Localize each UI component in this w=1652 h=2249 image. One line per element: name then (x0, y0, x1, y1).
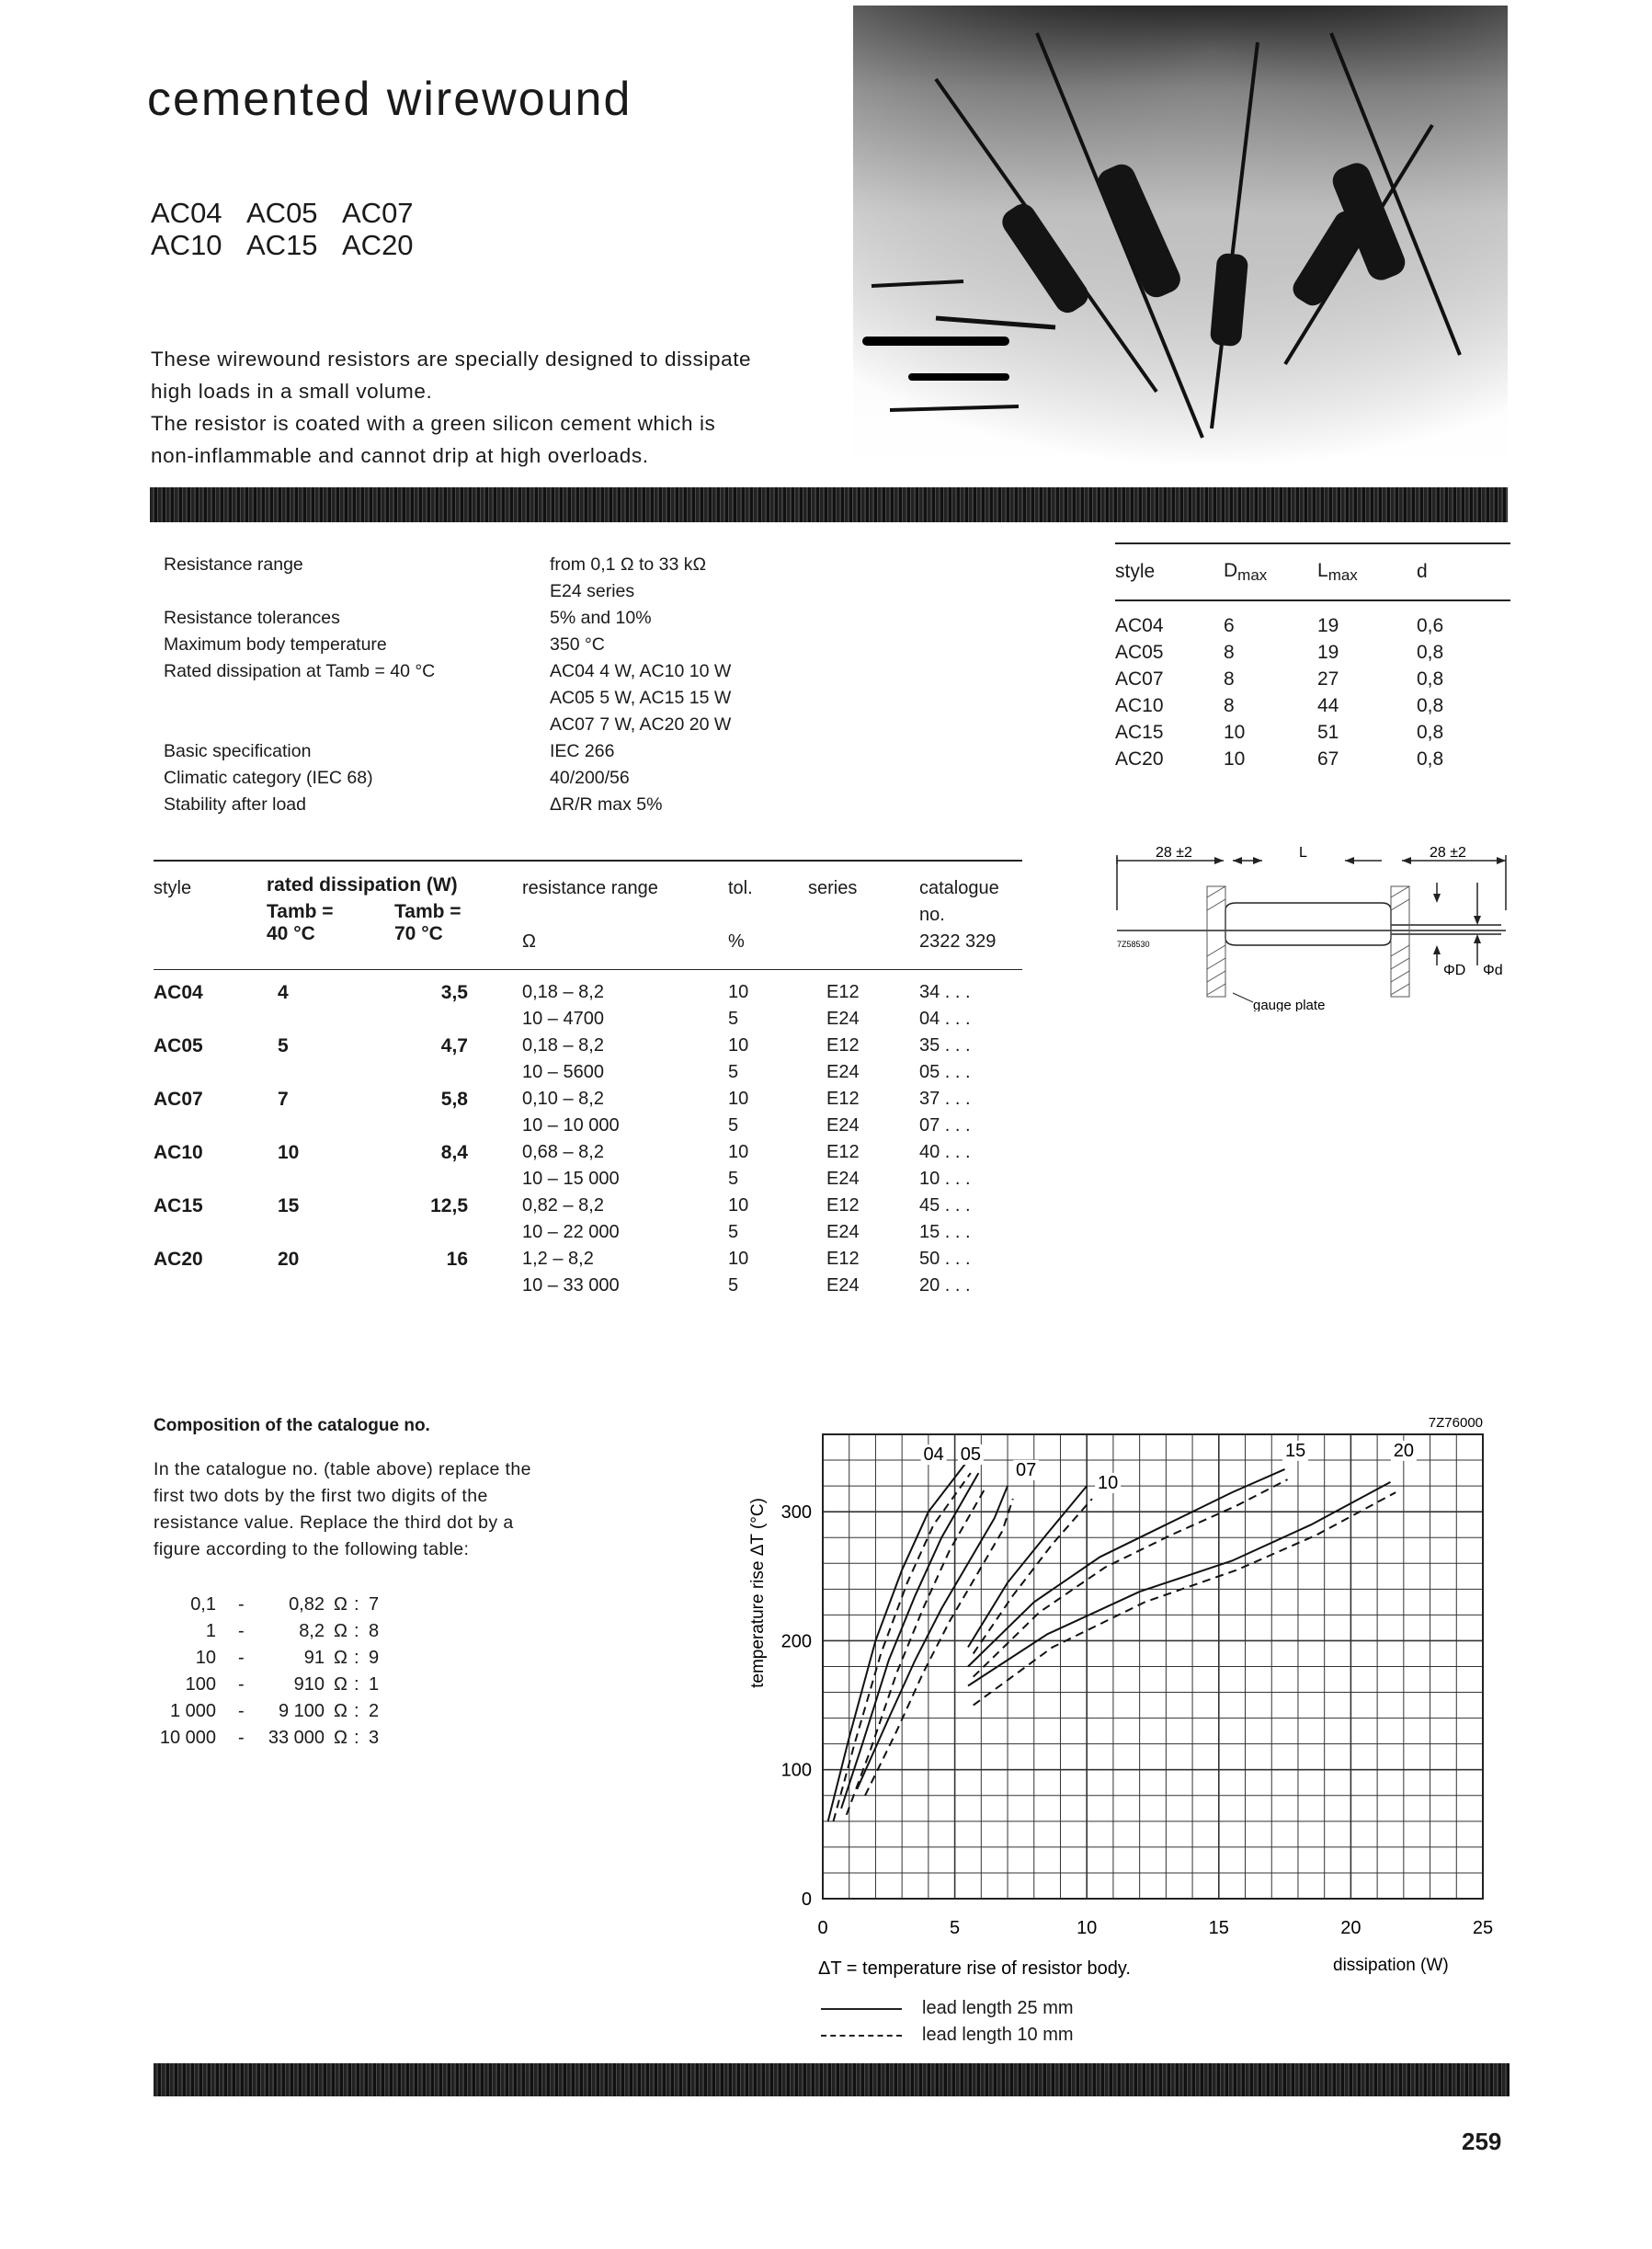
table-cell: 19 (1317, 641, 1339, 663)
table-cell: 8 (1224, 641, 1235, 663)
range-cell: 10 – 5600 (522, 1062, 604, 1082)
p40-cell: 20 (278, 1249, 300, 1270)
code-from: 100 (185, 1674, 216, 1695)
catalogue-cell: 10 . . . (919, 1169, 971, 1189)
spec-list (164, 552, 731, 818)
phi-d-body-label: ΦD (1443, 963, 1466, 978)
table-body (154, 970, 1022, 1299)
spec-row (164, 658, 731, 738)
catalogue-cell: 45 . . . (919, 1195, 971, 1216)
composition-line: first two dots by the first two digits of the (154, 1486, 488, 1506)
col-catalogue-prefix: 2322 329 (919, 931, 997, 952)
series-cell: E24 (826, 1169, 860, 1189)
p70-cell: 3,5 (440, 982, 468, 1003)
code-dash: - (238, 1674, 245, 1695)
table-cell: AC04 (1115, 614, 1164, 636)
curve-label-04: 04 (923, 1444, 944, 1466)
chart-legend (821, 1995, 1074, 2049)
p40-cell: 15 (278, 1195, 300, 1216)
table-header (154, 862, 1022, 970)
series-cell: E12 (826, 1089, 860, 1109)
code-colon: : (354, 1701, 359, 1721)
spec-value: 350 °C (550, 634, 605, 655)
table-cell: 8 (1224, 668, 1235, 690)
model-row (151, 197, 438, 229)
model-list (151, 197, 438, 261)
col-rated-dissipation: rated dissipation (W) (267, 874, 458, 896)
tol-cell: 5 (728, 1115, 739, 1136)
catalogue-cell: 50 . . . (919, 1249, 971, 1269)
col-catalogue-no: no. (919, 905, 945, 925)
p70-cell: 12,5 (430, 1195, 468, 1216)
x-tick-label: 10 (1077, 1918, 1098, 1938)
code-row (154, 1594, 613, 1621)
series-line-10 (974, 1499, 1092, 1653)
style-cell: AC05 (154, 1035, 203, 1056)
col-lmax (1317, 560, 1417, 585)
series-cell: E12 (826, 1142, 860, 1162)
spec-label: Stability after load (164, 794, 307, 815)
code-dash: - (238, 1621, 245, 1641)
model-row (151, 229, 438, 261)
table-row (154, 979, 1022, 1006)
series-cell: E24 (826, 1115, 860, 1136)
table-cell: 0,8 (1417, 748, 1444, 770)
table-header (1115, 544, 1510, 599)
range-cell: 10 – 4700 (522, 1009, 604, 1029)
series-cell: E12 (826, 1195, 860, 1216)
catalogue-cell: 20 . . . (919, 1275, 971, 1296)
code-dash: - (238, 1728, 245, 1748)
table-row (154, 1219, 1022, 1246)
table-cell: 19 (1317, 614, 1339, 636)
col-dmax-sub: max (1237, 565, 1268, 584)
spec-label: Rated dissipation at Tamb = 40 °C (164, 661, 436, 681)
code-dash: - (238, 1594, 245, 1615)
resistor-photo (853, 6, 1508, 467)
spec-label: Basic specification (164, 741, 312, 761)
p70-cell: 5,8 (440, 1089, 468, 1110)
table-cell: 10 (1224, 748, 1246, 770)
spec-value: AC05 5 W, AC15 15 W (550, 688, 732, 708)
code-digit: 3 (369, 1728, 380, 1748)
gauge-plate-label: gauge plate (1253, 998, 1326, 1011)
x-tick-label: 20 (1340, 1918, 1361, 1938)
code-dash: - (238, 1648, 245, 1668)
catalogue-cell: 04 . . . (919, 1009, 971, 1029)
col-series: series (808, 878, 858, 898)
composition-line: resistance value. Replace the third dot by a (154, 1513, 514, 1533)
temperature-rise-chart (735, 1398, 1517, 2023)
spec-value: AC04 4 W, AC10 10 W (550, 661, 732, 681)
col-tamb40-b: 40 °C (267, 923, 315, 944)
model-code: AC05 (246, 197, 318, 229)
col-tol-unit: % (728, 931, 745, 952)
code-row (154, 1728, 613, 1754)
code-to: 8,2 (299, 1621, 325, 1641)
table-row (154, 1033, 1022, 1059)
style-cell: AC07 (154, 1089, 203, 1110)
catalogue-cell: 35 . . . (919, 1035, 971, 1056)
intro-line: These wirewound resistors are specially designed to dissipate (151, 348, 752, 371)
table-row (1115, 746, 1510, 772)
curve-label-05: 05 (960, 1444, 981, 1466)
catalogue-cell: 07 . . . (919, 1115, 971, 1136)
x-tick-label: 15 (1208, 1918, 1229, 1938)
table-cell: 27 (1317, 668, 1339, 690)
spec-label: Resistance range (164, 554, 303, 575)
curve-label-20: 20 (1393, 1440, 1414, 1461)
range-cell: 10 – 10 000 (522, 1115, 620, 1136)
style-cell: AC10 (154, 1142, 203, 1163)
code-colon: : (354, 1648, 359, 1668)
decorative-band (150, 487, 1508, 522)
style-cell: AC15 (154, 1195, 203, 1216)
spec-value: 5% and 10% (550, 608, 652, 628)
tol-cell: 10 (728, 1249, 749, 1269)
y-tick-label: 200 (780, 1631, 812, 1652)
curve-label-07: 07 (1016, 1459, 1037, 1480)
col-dmax (1224, 560, 1317, 585)
col-dmax-main: D (1224, 559, 1238, 581)
series-cell: E12 (826, 982, 860, 1002)
col-lead: d (1417, 561, 1428, 582)
range-cell: 10 – 22 000 (522, 1222, 620, 1242)
tol-cell: 5 (728, 1222, 739, 1242)
table-cell: 6 (1224, 614, 1235, 636)
col-tamb70-a: Tamb = (394, 901, 461, 922)
code-from: 10 (195, 1648, 216, 1668)
model-code: AC10 (151, 229, 222, 261)
code-digit: 1 (369, 1674, 380, 1695)
model-code: AC20 (342, 229, 414, 261)
legend-label: lead length 10 mm (922, 2025, 1074, 2045)
code-unit: Ω (334, 1674, 347, 1695)
table-row (1115, 666, 1510, 692)
spec-row (164, 738, 731, 765)
table-row (1115, 639, 1510, 666)
table-row (154, 1006, 1022, 1033)
col-range-unit: Ω (522, 931, 536, 952)
spec-label: Resistance tolerances (164, 608, 340, 628)
catalogue-cell: 37 . . . (919, 1089, 971, 1109)
spec-values (550, 658, 731, 738)
p40-cell: 7 (278, 1089, 289, 1110)
series-line-20 (968, 1482, 1391, 1686)
code-row (154, 1701, 613, 1728)
table-cell: 0,8 (1417, 641, 1444, 663)
spec-row (164, 632, 731, 658)
spec-label: Climatic category (IEC 68) (164, 768, 373, 788)
col-style: style (1115, 561, 1156, 582)
tol-cell: 5 (728, 1009, 739, 1029)
table-rule (1115, 599, 1510, 601)
composition-text (154, 1456, 613, 1563)
model-code: AC04 (151, 197, 222, 229)
chart-ref: 7Z76000 (1428, 1415, 1483, 1431)
code-digit: 7 (369, 1594, 380, 1615)
table-cell: AC20 (1115, 748, 1164, 770)
composition-section (154, 1416, 613, 1754)
code-colon: : (354, 1728, 359, 1748)
tol-cell: 5 (728, 1062, 739, 1082)
body-length-label: L (1299, 846, 1307, 861)
table-row (1115, 719, 1510, 746)
series-cell: E24 (826, 1222, 860, 1242)
code-to: 910 (293, 1674, 325, 1695)
p70-cell: 4,7 (440, 1035, 468, 1056)
range-cell: 0,18 – 8,2 (522, 1035, 604, 1056)
spec-value: from 0,1 Ω to 33 kΩ (550, 554, 707, 575)
table-cell: 67 (1317, 748, 1339, 770)
series-line-20 (974, 1492, 1396, 1706)
table-cell: 0,6 (1417, 614, 1444, 636)
code-from: 10 000 (159, 1728, 216, 1748)
spec-row (164, 605, 731, 632)
tol-cell: 10 (728, 1195, 749, 1216)
table-cell: 44 (1317, 694, 1339, 716)
intro-text (151, 343, 831, 472)
table-row (154, 1246, 1022, 1273)
x-tick-label: 5 (950, 1918, 961, 1938)
legend-item (821, 1995, 1074, 2022)
composition-line: In the catalogue no. (table above) replace the (154, 1459, 531, 1479)
table-cell: 8 (1224, 694, 1235, 716)
tol-cell: 10 (728, 1089, 749, 1109)
code-unit: Ω (334, 1594, 347, 1615)
table-cell: AC05 (1115, 641, 1164, 663)
dimension-drawing (1115, 846, 1510, 1011)
code-to: 0,82 (289, 1594, 325, 1615)
range-cell: 1,2 – 8,2 (522, 1249, 594, 1269)
spec-value: AC07 7 W, AC20 20 W (550, 714, 732, 735)
code-unit: Ω (334, 1621, 347, 1641)
y-tick-label: 300 (780, 1502, 812, 1524)
x-tick-label: 0 (817, 1918, 828, 1938)
table-cell: 0,8 (1417, 721, 1444, 743)
col-catalogue: catalogue (919, 878, 999, 898)
legend-solid-swatch (821, 2008, 902, 2010)
catalogue-cell: 15 . . . (919, 1222, 971, 1242)
range-cell: 10 – 33 000 (522, 1275, 620, 1296)
series-line-15 (974, 1479, 1288, 1677)
code-colon: : (354, 1594, 359, 1615)
lead-left-label: 28 ±2 (1156, 846, 1192, 861)
table-row (154, 1166, 1022, 1193)
table-cell: AC10 (1115, 694, 1164, 716)
code-to: 33 000 (268, 1728, 325, 1748)
decorative-band (154, 2063, 1510, 2096)
table-cell: 51 (1317, 721, 1339, 743)
x-tick-label: 25 (1472, 1918, 1494, 1938)
code-from: 0,1 (190, 1594, 216, 1615)
range-cell: 0,68 – 8,2 (522, 1142, 604, 1162)
code-row (154, 1674, 613, 1701)
table-row (1115, 612, 1510, 639)
code-row (154, 1621, 613, 1648)
x-axis-label: dissipation (W) (1333, 1956, 1449, 1975)
series-cell: E24 (826, 1009, 860, 1029)
spec-values (550, 552, 706, 605)
table-cell: AC15 (1115, 721, 1164, 743)
code-unit: Ω (334, 1701, 347, 1721)
code-digit: 9 (369, 1648, 380, 1668)
tol-cell: 5 (728, 1275, 739, 1296)
y-axis-label: temperature rise ΔT (°C) (748, 1498, 768, 1688)
range-cell: 10 – 15 000 (522, 1169, 620, 1189)
catalogue-cell: 34 . . . (919, 982, 971, 1002)
spec-row (164, 765, 731, 792)
spec-value: E24 series (550, 581, 635, 601)
range-cell: 0,82 – 8,2 (522, 1195, 604, 1216)
table-body (1115, 612, 1510, 772)
model-code: AC07 (342, 197, 414, 229)
code-to: 9 100 (278, 1701, 325, 1721)
code-digit: 2 (369, 1701, 380, 1721)
phi-d-lead-label: Φd (1483, 963, 1503, 978)
table-cell: AC07 (1115, 668, 1164, 690)
table-row (1115, 692, 1510, 719)
tol-cell: 10 (728, 982, 749, 1002)
col-tol: tol. (728, 878, 753, 898)
range-cell: 0,18 – 8,2 (522, 982, 604, 1002)
catalogue-cell: 05 . . . (919, 1062, 971, 1082)
intro-line: high loads in a small volume. (151, 380, 433, 403)
table-row (154, 1273, 1022, 1299)
lead-right-label: 28 ±2 (1430, 846, 1466, 861)
chart-note: ΔT = temperature rise of resistor body. (818, 1958, 1131, 1979)
table-row (154, 1086, 1022, 1113)
table-row (154, 1113, 1022, 1139)
p40-cell: 4 (278, 982, 289, 1003)
spec-value: ΔR/R max 5% (550, 794, 663, 815)
spec-value: 40/200/56 (550, 768, 630, 788)
code-digit: 8 (369, 1621, 380, 1641)
spec-row (164, 552, 731, 605)
col-lmax-main: L (1317, 559, 1328, 581)
legend-item (821, 2022, 1074, 2049)
range-cell: 0,10 – 8,2 (522, 1089, 604, 1109)
code-to: 91 (303, 1648, 325, 1668)
curve-label-15: 15 (1284, 1440, 1306, 1461)
p70-cell: 8,4 (440, 1142, 468, 1163)
spec-value: IEC 266 (550, 741, 615, 761)
tol-cell: 5 (728, 1169, 739, 1189)
intro-line: non-inflammable and cannot drip at high overloads. (151, 444, 649, 467)
code-unit: Ω (334, 1648, 347, 1668)
intro-line: The resistor is coated with a green silicon cement which is (151, 412, 716, 435)
composition-line: figure according to the following table: (154, 1539, 470, 1559)
table-row (154, 1139, 1022, 1166)
catalogue-cell: 40 . . . (919, 1142, 971, 1162)
tol-cell: 10 (728, 1035, 749, 1056)
table-row (154, 1059, 1022, 1086)
series-line-15 (968, 1469, 1285, 1667)
col-style: style (154, 878, 192, 898)
col-range: resistance range (522, 878, 658, 898)
p40-cell: 5 (278, 1035, 289, 1056)
style-cell: AC20 (154, 1249, 203, 1270)
drawing-ref: 7Z58530 (1117, 940, 1150, 949)
model-code: AC15 (246, 229, 318, 261)
p40-cell: 10 (278, 1142, 300, 1163)
dimension-table (1115, 542, 1510, 772)
table-cell: 0,8 (1417, 668, 1444, 690)
tol-cell: 10 (728, 1142, 749, 1162)
series-cell: E12 (826, 1249, 860, 1269)
table-cell: 0,8 (1417, 694, 1444, 716)
code-row (154, 1648, 613, 1674)
p70-cell: 16 (446, 1249, 468, 1270)
table-cell: 10 (1224, 721, 1246, 743)
legend-dashed-swatch (821, 2035, 902, 2037)
series-cell: E24 (826, 1275, 860, 1296)
y-tick-label: 100 (780, 1760, 812, 1781)
composition-title: Composition of the catalogue no. (154, 1416, 430, 1435)
table-row (154, 1193, 1022, 1219)
style-cell: AC04 (154, 982, 203, 1003)
col-lmax-sub: max (1327, 565, 1358, 584)
code-unit: Ω (334, 1728, 347, 1748)
code-dash: - (238, 1701, 245, 1721)
y-tick-label: 0 (801, 1889, 812, 1910)
series-cell: E12 (826, 1035, 860, 1056)
spec-label: Maximum body temperature (164, 634, 387, 655)
code-colon: : (354, 1621, 359, 1641)
curve-label-10: 10 (1098, 1472, 1119, 1493)
code-table (154, 1594, 613, 1754)
col-tamb40-a: Tamb = (267, 901, 334, 922)
code-from: 1 000 (169, 1701, 216, 1721)
ratings-table (154, 860, 1022, 1299)
series-cell: E24 (826, 1062, 860, 1082)
page-number: 259 (1462, 2128, 1502, 2155)
page-title: cemented wirewound (147, 73, 632, 126)
legend-label: lead length 25 mm (922, 1998, 1074, 2018)
code-from: 1 (205, 1621, 216, 1641)
spec-row (164, 792, 731, 818)
code-colon: : (354, 1674, 359, 1695)
col-tamb70-b: 70 °C (394, 923, 443, 944)
